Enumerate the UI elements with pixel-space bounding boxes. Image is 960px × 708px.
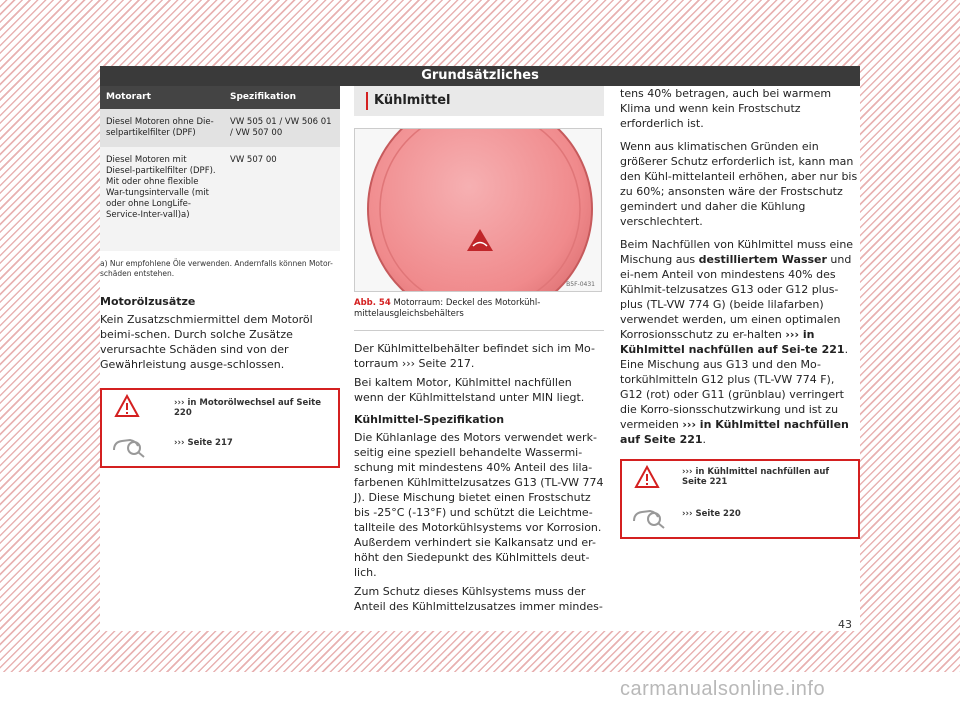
reference-text[interactable]: ››› in Motorölwechsel auf Seite 220	[174, 398, 322, 418]
paragraph-continued: tens 40% betragen, auch bei warmem Klima und wenn kein Frostschutz erforderlich ist.	[620, 87, 832, 130]
paragraph-spec: Die Kühlanlage des Motors verwendet werk-seitig eine speziell behandelte Wassermi-schung mit mindestens 40% Anteil des lila-farbenen Kühlmittelzusatzes G13 (TL-VW 774 J). Diese Mischung bietet einen Frostschutz bis -25°C (-13°F) und schützt die Leichtme-tallteile des Motorkühlsystems vor Korrosion. Außerdem verhindert sie Kalkansatz und er-höht den Siedepunkt des Kühlmittels deut-lich.	[354, 431, 604, 579]
table-cell-spec: VW 507 00	[224, 147, 340, 251]
column-middle	[354, 86, 604, 614]
watermark-text: carmanualsonline.info	[620, 678, 826, 700]
paragraph-location: Der Kühlmittelbehälter befindet sich im Mo-torraum ››› Seite 217.	[354, 342, 595, 370]
car-service-icon	[112, 432, 146, 458]
mixture-text: Beim Nachfüllen von Kühlmittel muss eine Mischung aus	[620, 238, 854, 266]
paragraph-motoroelzusaetze: Kein Zusatzschmiermittel dem Motoröl beimi-schen. Durch solche Zusätze verursachte Schäden sind von der Gewährleistung ausge-schlossen.	[100, 313, 313, 371]
oil-spec-table	[100, 86, 340, 251]
paragraph-climate: Wenn aus klimatischen Gründen ein größerer Schutz erforderlich ist, kann man den Kühl-mittelanteil erhöhen, aber nur bis zu 60%; ansonsten wäre der Frostschutz gemindert und daher die Kühlung verschlechtert.	[620, 140, 858, 228]
caption-label: Abb. 54	[354, 298, 391, 308]
table-header-spezifikation: Spezifikation	[224, 86, 340, 109]
column-left	[100, 86, 340, 468]
mixture-emphasis: destilliertem Wasser	[698, 253, 827, 266]
mixture-text: und ei-nem Anteil von mindestens 40% des Kühlmit-telzusatzes G13 oder G12 plus-plus (TL-VW 774 G) (beide lilafarben) verwendet werden, um einen optimalen Korrosionsschutz zu er-halten	[620, 253, 852, 341]
section-title: Kühlmittel	[374, 93, 451, 108]
reference-box-kuehlmittel	[620, 459, 860, 539]
mixture-text: . Eine Mischung aus G13 und den Mo-torkühlmitteln G12 plus (TL-VW 774 F), G12 (rot) oder G11 (grünblau) verringert die Korro-sionsschutzwirkung und ist zu vermeiden	[620, 343, 849, 431]
paragraph-refill: Bei kaltem Motor, Kühlmittel nachfüllen wenn der Kühlmittelstand unter MIN liegt.	[354, 376, 585, 404]
section-marker	[366, 92, 368, 110]
figure-code: B5F-0431	[566, 281, 595, 288]
reference-text[interactable]: ››› in Kühlmittel nachfüllen auf Seite 221	[682, 467, 830, 487]
mixture-reference[interactable]: ››› in Kühlmittel nachfüllen auf Sei-te 221	[620, 328, 845, 356]
table-footnote: a) Nur empfohlene Öle verwenden. Andernfalls können Motor-schäden entstehen.	[100, 259, 333, 278]
section-header-kuehlmittel	[354, 86, 604, 116]
table-header-motorart: Motorart	[100, 86, 224, 109]
section-heading-motoroelzusaetze: Motorölzusätze	[100, 295, 196, 308]
table-row	[100, 109, 340, 147]
paragraph-protection: Zum Schutz dieses Kühlsystems muss der Anteil des Kühlmittelzusatzes immer mindes-	[354, 585, 603, 613]
figure-coolant-cap	[354, 128, 602, 292]
column-right	[620, 86, 860, 539]
page-number: 43	[838, 618, 852, 631]
warning-icon	[114, 394, 140, 418]
table-cell-engine: Diesel Motoren ohne Die-selpartikelfilter (DPF)	[100, 109, 224, 147]
caption-text: Motorraum: Deckel des Motorkühl-mittelausgleichsbehälters	[354, 298, 541, 319]
reference-text[interactable]: ››› Seite 217	[174, 438, 233, 448]
reference-text[interactable]: ››› Seite 220	[682, 509, 741, 519]
figure-caption	[354, 298, 604, 331]
mixture-reference[interactable]: ››› in Kühlmittel nachfüllen auf Seite 221	[620, 418, 849, 446]
reference-box-motoroel	[100, 388, 340, 468]
section-heading-spezifikation: Kühlmittel-Spezifikation	[354, 413, 505, 426]
mixture-text: .	[702, 433, 707, 446]
warning-icon	[634, 465, 660, 489]
table-row	[100, 147, 340, 251]
chapter-header: Grundsätzliches	[100, 66, 860, 86]
car-service-icon	[632, 503, 666, 529]
table-cell-engine: Diesel Motoren mit Diesel-partikelfilter (DPF). Mit oder ohne flexible War-tungsintervalle (mit oder ohne LongLife-Service-Inter-vall)a)	[100, 147, 224, 251]
table-cell-spec: VW 505 01 / VW 506 01 / VW 507 00	[224, 109, 340, 147]
paragraph-mixture	[620, 237, 860, 447]
coolant-cap-image	[355, 129, 601, 291]
